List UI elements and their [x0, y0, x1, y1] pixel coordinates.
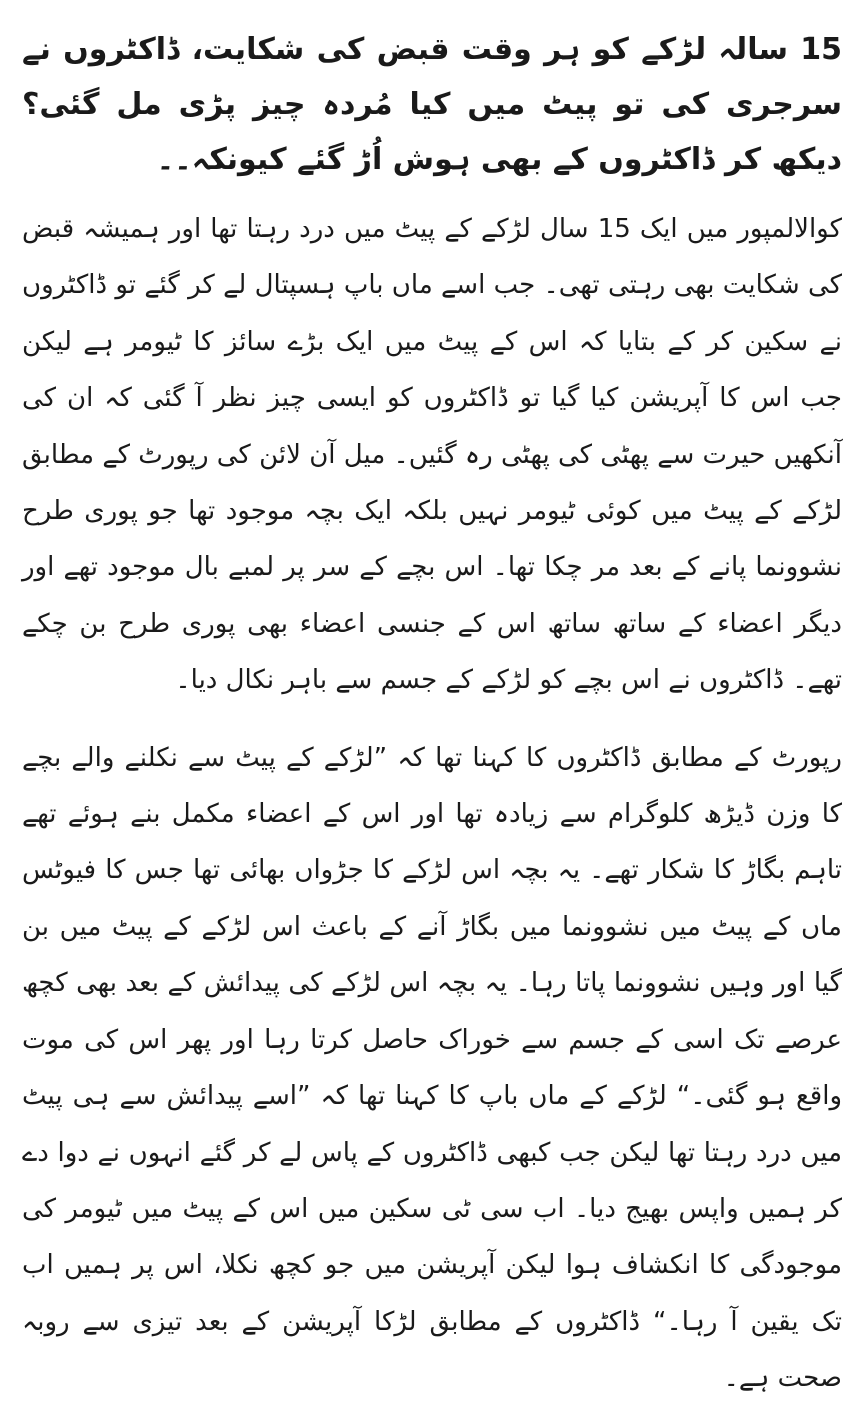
- article-paragraph-2: رپورٹ کے مطابق ڈاکٹروں کا کہنا تھا کہ ”لڑکے کے پیٹ سے نکلنے والے بچے کا وزن ڈیڑھ کلوگرام سے زیادہ تھا اور اس کے اعضاء مکمل بنے ہوئے تھے تاہم بگاڑ کا شکار تھے۔ یہ بچہ اس لڑکے کا جڑواں بھائی تھا جس کا فیوٹس ماں کے پیٹ میں نشوونما میں بگاڑ آنے کے باعث اس لڑکے کے پیٹ میں بن گیا اور وہیں نشوونما پاتا رہا۔ یہ بچہ اس لڑکے کی پیدائش کے بعد بھی کچھ عرصے تک اسی کے جسم سے خوراک حاصل کرتا رہا اور پھر اس کی موت واقع ہو گئی۔“ لڑکے کے ماں باپ کا کہنا تھا کہ ”اسے پیدائش سے ہی پیٹ میں درد رہتا تھا لیکن جب کبھی ڈاکٹروں کے پاس لے کر گئے انہوں نے دوا دے کر ہمیں واپس بھیج دیا۔ اب سی ٹی سکین میں اس کے پیٹ میں ٹیومر کی موجودگی کا انکشاف ہوا لیکن آپریشن میں جو کچھ نکلا، اس پر ہمیں اب تک یقین آ رہا۔“ ڈاکٹروں کے مطابق لڑکا آپریشن کے بعد تیزی سے روبہ صحت ہے۔: [22, 742, 842, 1394]
- article-paragraph-1: کوالالمپور میں ایک 15 سال لڑکے کے پیٹ میں درد رہتا تھا اور ہمیشہ قبض کی شکایت بھی رہتی تھی۔ جب اسے ماں باپ ہسپتال لے کر گئے تو ڈاکٹروں نے سکین کر کے بتایا کہ اس کے پیٹ میں ایک بڑے سائز کا ٹیومر ہے لیکن جب اس کا آپریشن کیا گیا تو ڈاکٹروں کو ایسی چیز نظر آ گئی کہ ان کی آنکھیں حیرت سے پھٹی کی پھٹی رہ گئیں۔ میل آن لائن کی رپورٹ کے مطابق لڑکے کے پیٹ میں کوئی ٹیومر نہیں بلکہ ایک بچہ موجود تھا جو پوری طرح نشوونما پانے کے بعد مر چکا تھا۔ اس بچے کے سر پر لمبے بال موجود تھے اور دیگر اعضاء کے ساتھ ساتھ اس کے جنسی اعضاء بھی پوری طرح بن چکے تھے۔ ڈاکٹروں نے اس بچے کو لڑکے کے جسم سے باہر نکال دیا۔: [22, 214, 842, 696]
- article-headline: 15 سالہ لڑکے کو ہر وقت قبض کی شکایت، ڈاکٹروں نے سرجری کی تو پیٹ میں کیا مُردہ چیز پڑی مل گئی؟ دیکھ کر ڈاکٹروں کے بھی ہوش اُڑ گئے کیونکہ۔۔: [22, 32, 842, 177]
